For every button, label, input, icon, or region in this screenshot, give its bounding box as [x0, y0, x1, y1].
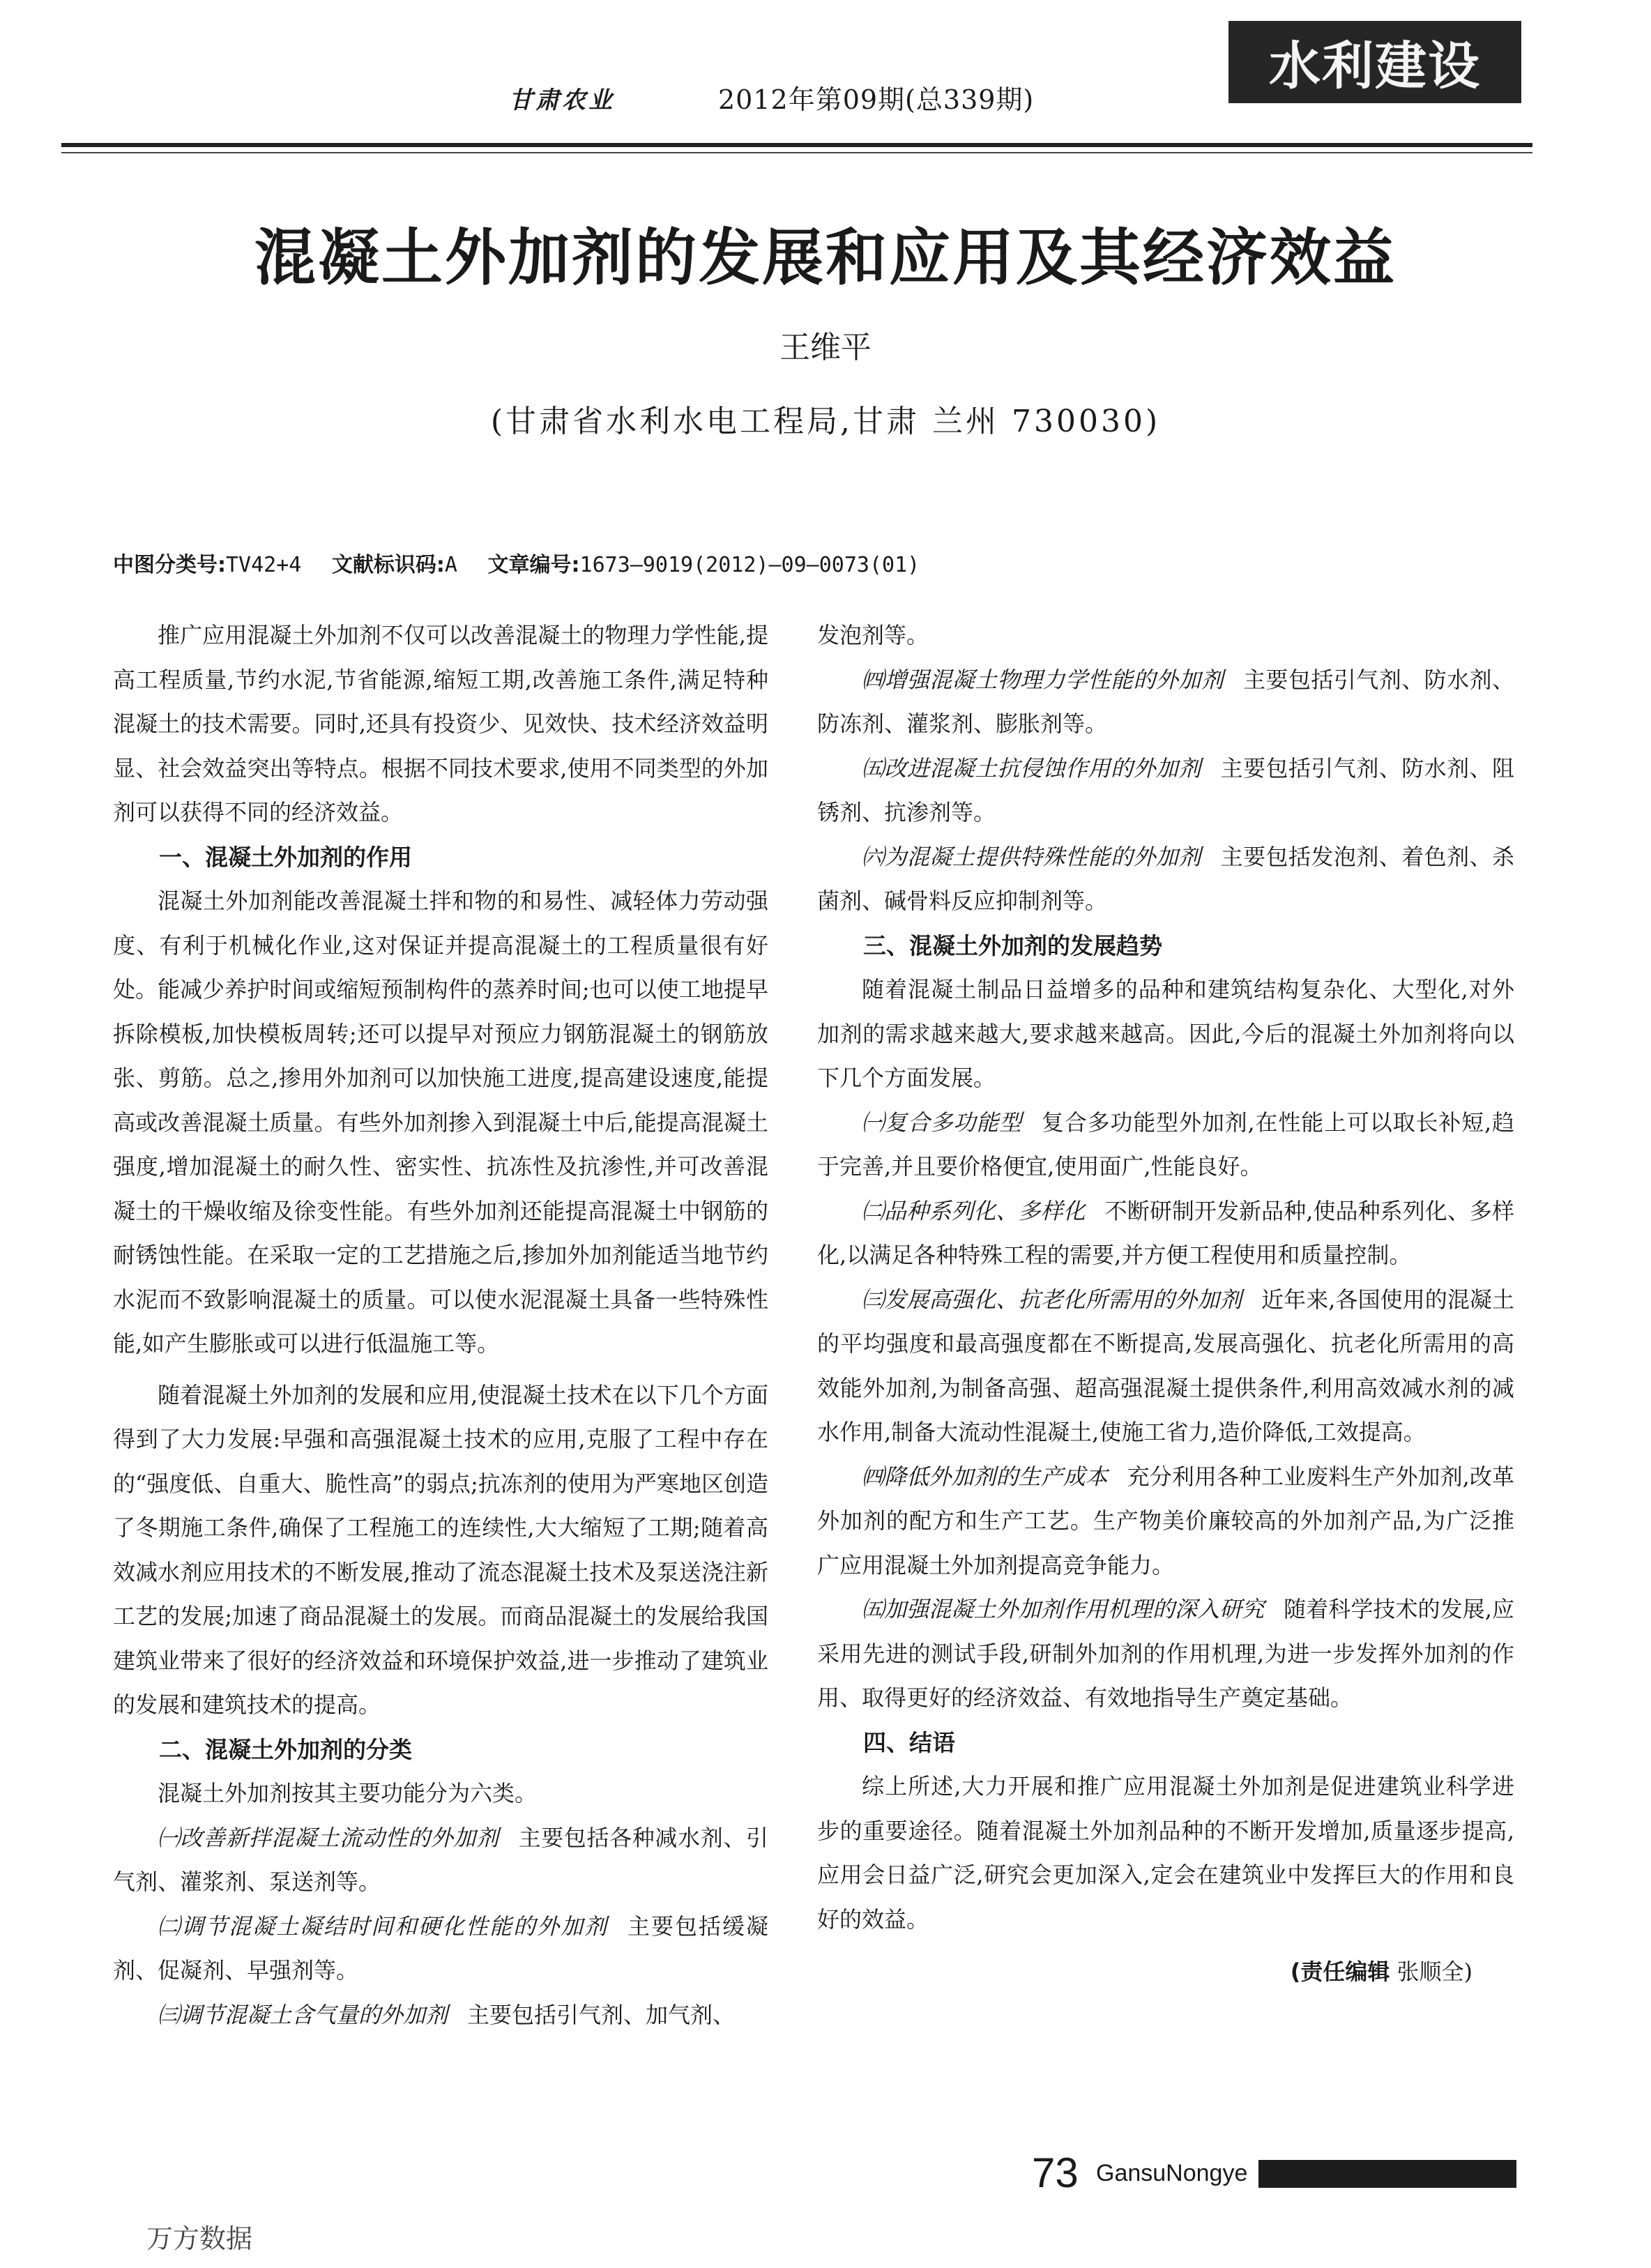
editor-label: (责任编辑 [1290, 1958, 1390, 1985]
author-affiliation: (甘肃省水利水电工程局,甘肃 兰州 730030) [490, 404, 1161, 439]
article-author: 王维平 [779, 330, 872, 365]
journal-name: 甘肃农业 [509, 86, 615, 114]
category-title: ㈣增强混凝土物理力学性能的外加剂 [862, 666, 1224, 693]
section-heading: 二、混凝土外加剂的分类 [159, 1735, 412, 1763]
trend-item [817, 1588, 1514, 1721]
category-text: 主要包括各种减水剂、引气剂、灌浆剂、泵送剂等。 [113, 1824, 768, 1895]
category-title: ㈡调节混凝土凝结时间和硬化性能的外加剂 [158, 1912, 608, 1940]
paragraph: 随着混凝土外加剂的发展和应用,使混凝土技术在以下几个方面得到了大力发展:早强和高强混凝土技术的应用,克服了工程中存在的“强度低、自重大、脆性高”的弱点;抗冻剂的使用为严寒地区创造了冬期施工条件,确保了工程施工的连续性,大大缩短了工期;随着高效减水剂应用技术的不断发展,推动了流态混凝土技术及泵送浇注新工艺的发展;加速了商品混凝土的发展。而商品混凝土的发展给我国建筑业带来了很好的经济效益和环境保护效益,进一步推动了建筑业的发展和建筑技术的提高。 [113, 1381, 768, 1718]
category-item [113, 1993, 768, 2038]
paragraph: 混凝土外加剂能改善混凝土拌和物的和易性、减轻体力劳动强度、有利于机械化作业,这对保证并提高混凝土的工程质量很有好处。能减少养护时间或缩短预制构件的蒸养时间;也可以使工地提早拆除模板,加快模板周转;还可以提早对预应力钢筋混凝土的钢筋放张、剪筋。总之,掺用外加剂可以加快施工进度,提高建设速度,能提高或改善混凝土质量。有些外加剂掺入到混凝土中后,能提高混凝土强度,增加混凝土的耐久性、密实性、抗冻性及抗渗性,并可改善混凝土的干燥收缩及徐变性能。有些外加剂还能提高混凝土中钢筋的耐锈蚀性能。在采取一定的工艺措施之后,掺加外加剂能适当地节约水泥而不致影响混凝土的质量。可以使水泥混凝土具备一些特殊性能,如产生膨胀或可以进行低温施工等。 [113, 888, 768, 1357]
trend-item [817, 1101, 1514, 1189]
footer-bar [1258, 2160, 1516, 2188]
footer-brand: GansuNongye [1096, 2160, 1248, 2186]
category-item [113, 1905, 768, 1993]
trend-title: ㈠复合多功能型 [862, 1109, 1022, 1136]
category-text: 主要包括缓凝剂、促凝剂、早强剂等。 [113, 1912, 768, 1984]
category-item [817, 835, 1514, 924]
trend-text: 复合多功能型外加剂,在性能上可以取长补短,趋于完善,并且要价格便宜,使用面广,性能良好。 [817, 1109, 1514, 1180]
right-column [817, 614, 1514, 1995]
article-id-value: 1673—9019(2012)—09—0073(01) [579, 553, 920, 577]
paragraph: 混凝土外加剂按其主要功能分为六类。 [158, 1780, 538, 1806]
paragraph: 随着混凝土制品日益增多的品种和建筑结构复杂化、大型化,对外加剂的需求越来越大,要求越来越高。因此,今后的混凝土外加剂将向以下几个方面发展。 [817, 976, 1514, 1091]
category-item [817, 747, 1514, 835]
section-heading: 三、混凝土外加剂的发展趋势 [863, 931, 1162, 959]
trend-title: ㈣降低外加剂的生产成本 [862, 1463, 1108, 1490]
editor-name: 张顺全) [1397, 1958, 1473, 1985]
editor-credit [817, 1950, 1514, 1995]
trend-title: ㈡品种系列化、多样化 [862, 1197, 1086, 1224]
category-text: 主要包括发泡剂、着色剂、杀菌剂、碱骨料反应抑制剂等。 [817, 843, 1514, 914]
section-heading: 一、混凝土外加剂的作用 [159, 843, 412, 871]
doc-code-value: A [444, 553, 457, 577]
watermark: 万方数据 [146, 2223, 253, 2254]
doc-code-label: 文献标识码: [331, 553, 445, 577]
category-text: 主要包括引气剂、加气剂、 [467, 2001, 736, 2028]
category-title: ㈠改善新拌混凝土流动性的外加剂 [158, 1824, 499, 1851]
section-label: 水利建设 [1228, 21, 1521, 103]
trend-text: 随着科学技术的发展,应采用先进的测试手段,研制外加剂的作用机理,为进一步发挥外加剂的作用、取得更好的经济效益、有效地指导生产奠定基础。 [817, 1596, 1514, 1711]
paragraph: 推广应用混凝土外加剂不仅可以改善混凝土的物理力学性能,提高工程质量,节约水泥,节省能源,缩短工期,改善施工条件,满足特种混凝土的技术需要。同时,还具有投资少、见效快、技术经济效益明显、社会效益突出等特点。根据不同技术要求,使用不同类型的外加剂可以获得不同的经济效益。 [113, 622, 768, 825]
category-title: ㈤改进混凝土抗侵蚀作用的外加剂 [862, 754, 1201, 782]
trend-item [817, 1189, 1514, 1278]
trend-text: 不断研制开发新品种,使品种系列化、多样化,以满足各种特殊工程的需要,并方便工程使用和质量控制。 [817, 1197, 1514, 1268]
article-title: 混凝土外加剂的发展和应用及其经济效益 [254, 222, 1397, 294]
clc-label: 中图分类号: [113, 553, 226, 577]
category-item [817, 658, 1514, 747]
header-rule-thin [61, 152, 1532, 153]
left-column [113, 614, 768, 2037]
category-title: ㈢调节混凝土含气量的外加剂 [158, 2001, 448, 2028]
category-item [113, 1816, 768, 1905]
category-text: 主要包括引气剂、防水剂、阻锈剂、抗渗剂等。 [817, 754, 1514, 825]
trend-text: 近年来,各国使用的混凝土的平均强度和最高强度都在不断提高,发展高强化、抗老化所需用的高效能外加剂,为制备高强、超高强混凝土提供条件,利用高效减水剂的减水作用,制备大流动性混凝土,使施工省力,造价降低,工效提高。 [817, 1286, 1514, 1445]
issue-info: 2012年第09期(总339期) [718, 84, 1035, 115]
clc-value: TV42+4 [226, 553, 302, 577]
page-number: 73 [1032, 2149, 1079, 2196]
paragraph: 发泡剂等。 [817, 622, 929, 648]
header-rule [61, 143, 1532, 147]
trend-item [817, 1455, 1514, 1588]
trend-title: ㈤加强混凝土外加剂作用机理的深入研究 [862, 1596, 1265, 1622]
article-meta [113, 547, 943, 578]
category-title: ㈥为混凝土提供特殊性能的外加剂 [862, 843, 1201, 870]
category-text: 主要包括引气剂、防水剂、防冻剂、灌浆剂、膨胀剂等。 [817, 666, 1514, 737]
trend-title: ㈢发展高强化、抗老化所需用的外加剂 [862, 1286, 1242, 1313]
trend-text: 充分利用各种工业废料生产外加剂,改革外加剂的配方和生产工艺。生产物美价廉较高的外加剂产品,为广泛推广应用混凝土外加剂提高竞争能力。 [817, 1463, 1514, 1578]
trend-item [817, 1278, 1514, 1455]
article-id-label: 文章编号: [487, 553, 580, 577]
paragraph: 综上所述,大力开展和推广应用混凝土外加剂是促进建筑业科学进步的重要途径。随着混凝土外加剂品种的不断开发增加,质量逐步提高,应用会日益广泛,研究会更加深入,定会在建筑业中发挥巨大的作用和良好的效益。 [817, 1773, 1514, 1933]
section-heading: 四、结语 [863, 1728, 955, 1756]
